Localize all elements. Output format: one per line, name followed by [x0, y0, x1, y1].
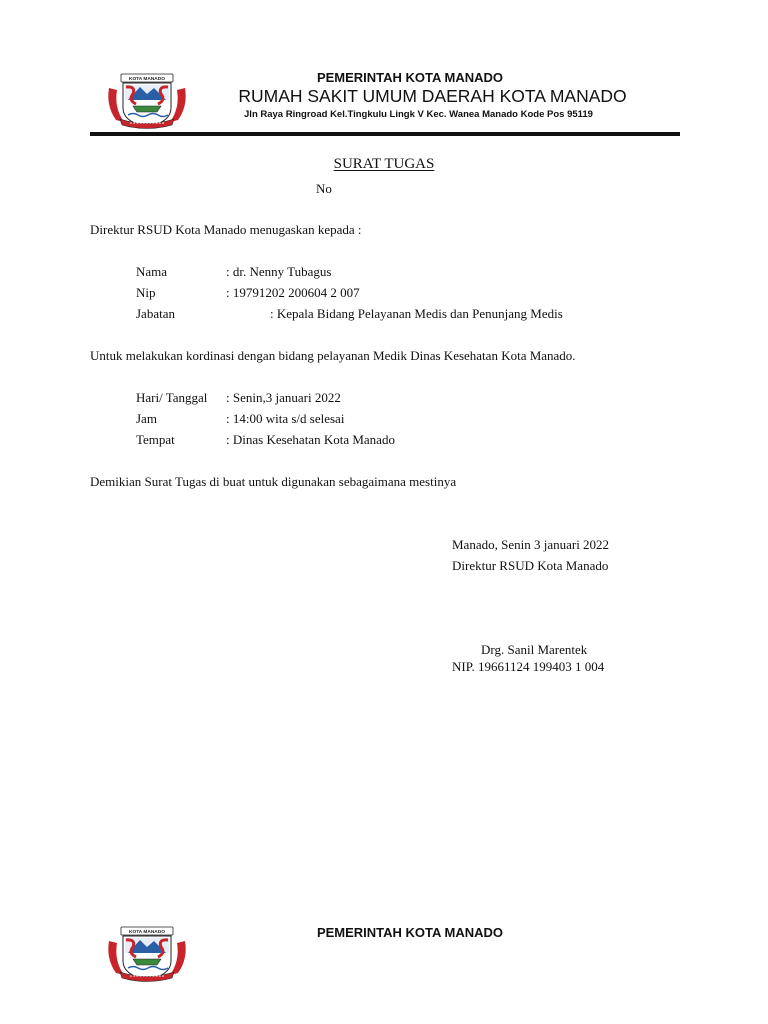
- intro-text: Direktur RSUD Kota Manado menugaskan kepada :: [90, 222, 362, 237]
- purpose-text: Untuk melakukan kordinasi dengan bidang pelayanan Medik Dinas Kesehatan Kota Manado.: [90, 348, 576, 363]
- place-value: : Dinas Kesehatan Kota Manado: [226, 432, 395, 447]
- name-value: : dr. Nenny Tubagus: [226, 264, 332, 279]
- letter-title: SURAT TUGAS: [333, 156, 435, 172]
- closing-text: Demikian Surat Tugas di buat untuk digunakan sebagaimana mestinya: [90, 474, 457, 489]
- government-name-next-page: PEMERINTAH KOTA MANADO: [316, 925, 504, 940]
- letterhead-divider: [90, 132, 680, 136]
- name-label: Nama: [136, 264, 168, 279]
- signatory-nip: NIP. 19661124 199403 1 004: [452, 659, 605, 674]
- place-label: Tempat: [136, 432, 175, 447]
- date-value: : Senin,3 januari 2022: [226, 390, 341, 405]
- position-label: Jabatan: [136, 306, 175, 321]
- date-label: Hari/ Tanggal: [136, 390, 208, 405]
- government-name: PEMERINTAH KOTA MANADO: [316, 70, 504, 85]
- signatory-name: Drg. Sanil Marentek: [481, 642, 588, 657]
- signature-place-date: Manado, Senin 3 januari 2022: [452, 537, 610, 552]
- position-value: : Kepala Bidang Pelayanan Medis dan Penunjang Medis: [270, 306, 563, 321]
- svg-text:KOTA MANADO: KOTA MANADO: [129, 930, 165, 936]
- nip-value: : 19791202 200604 2 007: [226, 285, 360, 300]
- nip-label: Nip: [136, 285, 156, 300]
- svg-text:KOTA MANADO: KOTA MANADO: [129, 77, 165, 83]
- signature-role: Direktur RSUD Kota Manado: [452, 558, 609, 573]
- hospital-address: Jln Raya Ringroad Kel.Tingkulu Lingk V Kec. Wanea Manado Kode Pos 95119: [244, 109, 593, 120]
- time-value: : 14:00 wita s/d selesai: [226, 411, 345, 426]
- letterhead: [0, 0, 768, 140]
- hospital-name: RUMAH SAKIT UMUM DAERAH KOTA MANADO: [238, 86, 627, 106]
- time-label: Jam: [136, 411, 157, 426]
- letter-number: No: [316, 181, 332, 196]
